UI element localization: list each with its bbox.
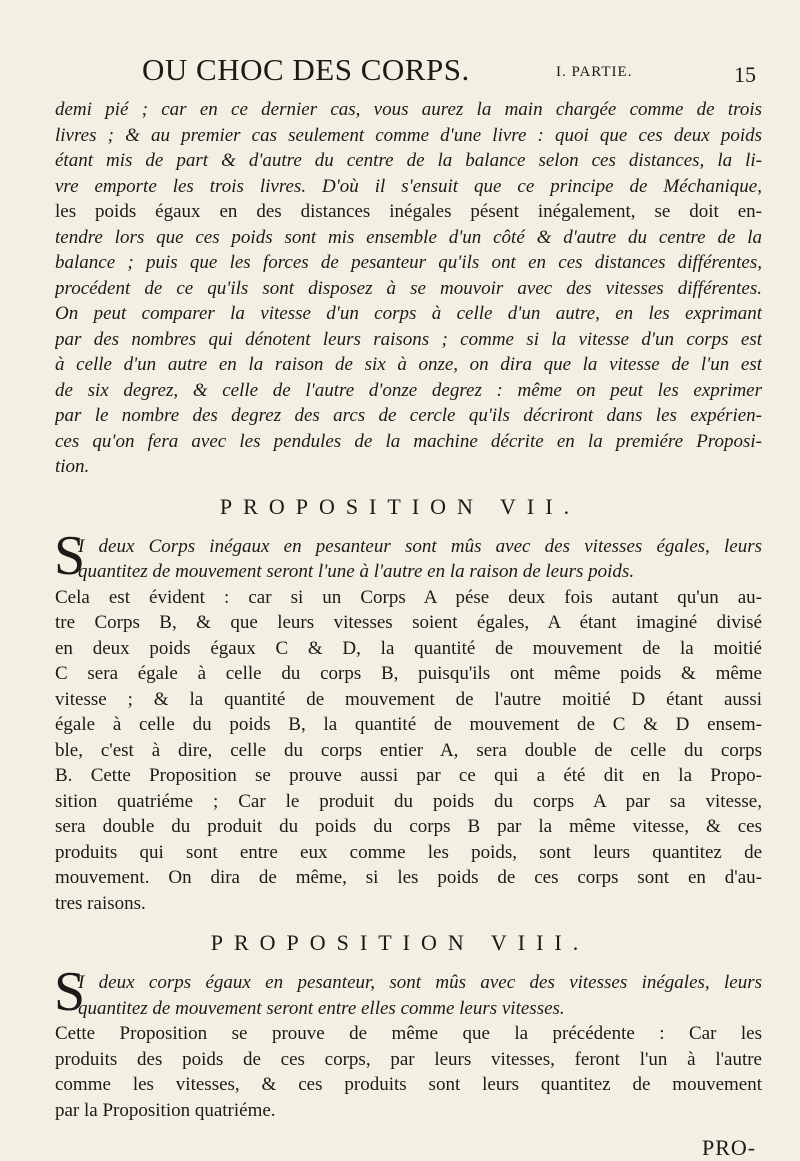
text-line: par des nombres qui dénotent leurs raisons ; comme si la vitesse d'un corps est [55,328,762,350]
text-line: tion. [55,456,90,477]
text-line: produits des poids de ces corps, par leurs vitesses, feront l'un à l'autre [55,1048,762,1070]
text-line: balance ; puis que les forces de pesanteur qu'ils ont en ces distances différentes, [55,252,762,273]
proposition-heading: PROPOSITION VIII. [210,930,590,955]
text-line: en deux poids égaux C & D, la quantité de mouvement de la moitié [55,637,762,659]
text-line: Cette Proposition se prouve de même que la précédente : Car les [55,1023,762,1044]
running-title: OU CHOC DES CORPS. [142,52,470,87]
text-line: étant mis de part & d'autre du centre de la balance selon ces distances, la li- [55,150,762,171]
statement-line: quantitez de mouvement seront entre elles comme leurs vitesses. [78,997,565,1019]
text-line: ble, c'est à dire, celle du corps entier A, sera double de celle du corps [55,739,762,761]
statement-line: I deux corps égaux en pesanteur, sont mûs avec des vitesses inégales, leurs [78,972,762,993]
text-line: produits qui sont entre eux comme les poids, sont leurs quantitez de [55,841,762,863]
text-line: comme les vitesses, & ces produits sont leurs quantitez de mouvement [55,1074,762,1095]
catchword: PRO- [702,1135,757,1160]
text-line: On peut comparer la vitesse d'un corps à celle d'un autre, en les exprimant [55,303,762,324]
text-line: sition quatriéme ; Car le produit du poids du corps A par sa vitesse, [55,790,762,812]
text-line: B. Cette Proposition se prouve aussi par ce qui a été dit en la Propo- [55,765,762,786]
text-line: tres raisons. [55,892,146,914]
statement-line: quantitez de mouvement seront l'une à l'autre en la raison de leurs poids. [78,561,635,582]
text-line: égale à celle du poids B, la quantité de mouvement de C & D ensem- [55,714,762,735]
text-line: tre Corps B, & que leurs vitesses soient égales, A étant imaginé divisé [55,612,762,633]
running-head [0,52,800,92]
statement-line: I deux Corps inégaux en pesanteur sont mûs avec des vitesses égales, leurs [78,535,762,557]
text-line: à celle d'un autre en la raison de six à onze, on dira que la vitesse de l'un est [55,354,762,375]
text-line: sera double du produit du poids du corps B par la même vitesse, & ces [55,816,762,837]
text-line: tendre lors que ces poids sont mis ensemble d'un côté & d'autre du centre de la [55,226,762,248]
text-line: vitesse ; & la quantité de mouvement de l'autre moitié D étant aussi [55,688,762,710]
text-line: par la Proposition quatriéme. [55,1099,276,1121]
page-number: 15 [734,62,756,87]
drop-cap: S [54,524,86,587]
text-line: ces qu'on fera avec les pendules de la machine décrite en la premiére Proposi- [55,430,762,452]
text-line: par le nombre des degrez des arcs de cercle qu'ils décriront dans les expérien- [55,405,762,426]
drop-cap: S [54,961,86,1023]
text-line: C sera égale à celle du corps B, puisqu'ils ont même poids & même [55,663,762,684]
text-line: demi pié ; car en ce dernier cas, vous aurez la main chargée comme de trois [55,99,762,120]
text-line: Cela est évident : car si un Corps A pése deux fois autant qu'un au- [55,586,762,608]
text-line: procédent de ce qu'ils sont disposez à se mouvoir avec des vitesses différentes. [55,277,762,299]
proposition-heading: PROPOSITION VII. [219,493,581,519]
text-line: les poids égaux en des distances inégales pésent inégalement, se doit en- [55,201,762,222]
text-line: livres ; & au premier cas seulement comme d'une livre : quoi que ces deux poids [55,124,762,146]
text-line: de six degrez, & celle de l'autre d'onze degrez : même on peut les exprimer [55,379,762,401]
text-line: mouvement. On dira de même, si les poids de ces corps sont en d'au- [55,867,762,888]
running-part: I. PARTIE. [556,64,633,80]
text-line: vre emporte les trois livres. D'où il s'ensuit que ce principe de Méchanique, [55,175,762,197]
